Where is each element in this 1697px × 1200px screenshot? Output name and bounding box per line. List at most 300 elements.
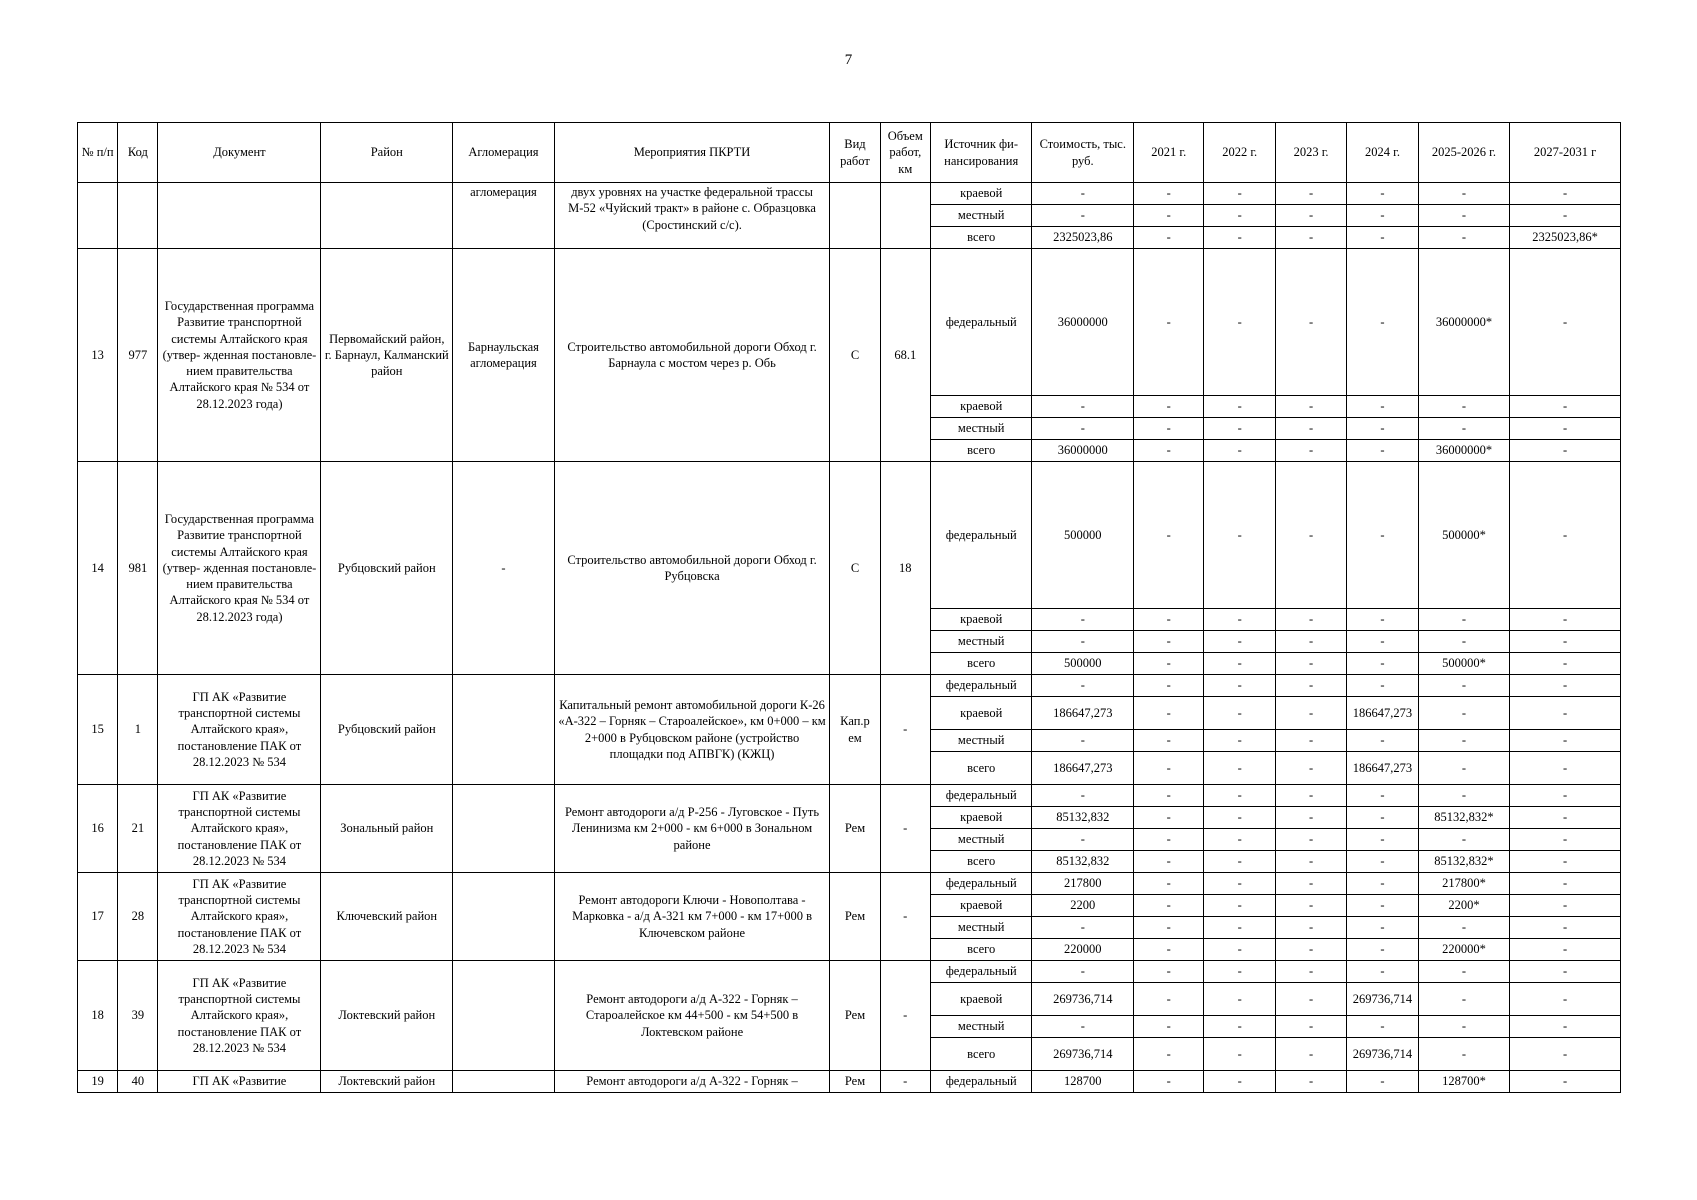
cell-code: 28 xyxy=(118,873,158,961)
cell-district: Рубцовский район xyxy=(321,675,453,785)
cell-document: Государственная программа Развитие транспортной системы Алтайского края (утвер- жденная постановле- нием правительства Алтайского края № 534 от 28.12.2023 года) xyxy=(158,462,321,675)
cell-2027: - xyxy=(1510,609,1621,631)
cell-2023: - xyxy=(1275,227,1346,249)
cell-2024: - xyxy=(1347,205,1418,227)
cell-cost: - xyxy=(1032,631,1134,653)
cell-2027: - xyxy=(1510,983,1621,1016)
cell-2023: - xyxy=(1275,873,1346,895)
cell-2021: - xyxy=(1134,462,1204,609)
cell-2021: - xyxy=(1134,785,1204,807)
cell-district xyxy=(321,183,453,249)
cell-source: краевой xyxy=(930,807,1032,829)
cell-2022: - xyxy=(1204,873,1275,895)
cell-2023: - xyxy=(1275,983,1346,1016)
col-header: 2021 г. xyxy=(1134,123,1204,183)
cell-2027: - xyxy=(1510,183,1621,205)
cell-2021: - xyxy=(1134,697,1204,730)
cell-2021: - xyxy=(1134,675,1204,697)
col-header: 2022 г. xyxy=(1204,123,1275,183)
col-header: 2024 г. xyxy=(1347,123,1418,183)
cell-source: всего xyxy=(930,440,1032,462)
cell-2027: - xyxy=(1510,785,1621,807)
cell-2022: - xyxy=(1204,653,1275,675)
cell-source: краевой xyxy=(930,895,1032,917)
cell-2021: - xyxy=(1134,1016,1204,1038)
cell-volume: 18 xyxy=(880,462,930,675)
table-row xyxy=(78,785,1621,807)
cell-2027: - xyxy=(1510,653,1621,675)
cell-work-type: Рем xyxy=(830,785,880,873)
cell-2025: - xyxy=(1418,1038,1510,1071)
cell-2022: - xyxy=(1204,675,1275,697)
cell-district: Рубцовский район xyxy=(321,462,453,675)
table-row xyxy=(78,462,1621,609)
col-header: 2025-2026 г. xyxy=(1418,123,1510,183)
col-header: 2023 г. xyxy=(1275,123,1346,183)
cell-source: местный xyxy=(930,631,1032,653)
cell-volume: - xyxy=(880,961,930,1071)
cell-2023: - xyxy=(1275,730,1346,752)
cell-2024: 269736,714 xyxy=(1347,1038,1418,1071)
cell-2022: - xyxy=(1204,440,1275,462)
cell-2027: - xyxy=(1510,939,1621,961)
cell-document: ГП АК «Развитие транспортной системы Алтайского края», постановление ПАК от 28.12.2023 № 534 xyxy=(158,675,321,785)
cell-2023: - xyxy=(1275,249,1346,396)
cell-work-type: Рем xyxy=(830,1071,880,1093)
cell-district: Локтевский район xyxy=(321,1071,453,1093)
cell-2025: - xyxy=(1418,631,1510,653)
cell-event: Строительство автомобильной дороги Обход г. Рубцовска xyxy=(554,462,830,675)
cell-cost: - xyxy=(1032,675,1134,697)
cell-document xyxy=(158,183,321,249)
cell-2022: - xyxy=(1204,983,1275,1016)
cell-2027: - xyxy=(1510,631,1621,653)
cell-source: всего xyxy=(930,939,1032,961)
cell-2023: - xyxy=(1275,183,1346,205)
cell-source: федеральный xyxy=(930,675,1032,697)
cell-num: 17 xyxy=(78,873,118,961)
cell-cost: 220000 xyxy=(1032,939,1134,961)
cell-2022: - xyxy=(1204,1038,1275,1071)
cell-2025: 128700* xyxy=(1418,1071,1510,1093)
table-row xyxy=(78,873,1621,895)
cell-event: Ремонт автодороги а/д А-322 - Горняк – xyxy=(554,1071,830,1093)
cell-2024: - xyxy=(1347,462,1418,609)
cell-2024: - xyxy=(1347,227,1418,249)
cell-2025: - xyxy=(1418,785,1510,807)
cell-source: краевой xyxy=(930,983,1032,1016)
cell-2027: - xyxy=(1510,205,1621,227)
cell-2025: - xyxy=(1418,697,1510,730)
cell-cost: 85132,832 xyxy=(1032,807,1134,829)
cell-2023: - xyxy=(1275,895,1346,917)
cell-code: 977 xyxy=(118,249,158,462)
cell-2021: - xyxy=(1134,983,1204,1016)
cell-num: 18 xyxy=(78,961,118,1071)
cell-volume xyxy=(880,183,930,249)
cell-2021: - xyxy=(1134,752,1204,785)
cell-2021: - xyxy=(1134,917,1204,939)
cell-2023: - xyxy=(1275,939,1346,961)
cell-2023: - xyxy=(1275,631,1346,653)
cell-num: 15 xyxy=(78,675,118,785)
cell-source: краевой xyxy=(930,396,1032,418)
cell-2022: - xyxy=(1204,631,1275,653)
cell-2027: - xyxy=(1510,418,1621,440)
cell-2021: - xyxy=(1134,631,1204,653)
cell-volume: - xyxy=(880,873,930,961)
cell-2023: - xyxy=(1275,653,1346,675)
cell-2027: - xyxy=(1510,917,1621,939)
col-header: Район xyxy=(321,123,453,183)
cell-2022: - xyxy=(1204,609,1275,631)
cell-2022: - xyxy=(1204,418,1275,440)
cell-agglomeration xyxy=(453,675,555,785)
col-header: Агломерация xyxy=(453,123,555,183)
cell-cost: 2325023,86 xyxy=(1032,227,1134,249)
cell-2024: - xyxy=(1347,873,1418,895)
cell-cost: - xyxy=(1032,1016,1134,1038)
cell-2025: - xyxy=(1418,1016,1510,1038)
cell-source: всего xyxy=(930,752,1032,785)
cell-cost: 186647,273 xyxy=(1032,752,1134,785)
cell-work-type: Рем xyxy=(830,873,880,961)
col-header: Стоимость, тыс. руб. xyxy=(1032,123,1134,183)
cell-2023: - xyxy=(1275,752,1346,785)
cell-2023: - xyxy=(1275,961,1346,983)
cell-cost: - xyxy=(1032,829,1134,851)
cell-2024: - xyxy=(1347,829,1418,851)
cell-2025: - xyxy=(1418,227,1510,249)
cell-2021: - xyxy=(1134,1071,1204,1093)
cell-volume: - xyxy=(880,785,930,873)
col-header: Код xyxy=(118,123,158,183)
cell-source: федеральный xyxy=(930,785,1032,807)
cell-2021: - xyxy=(1134,807,1204,829)
cell-2022: - xyxy=(1204,249,1275,396)
cell-2021: - xyxy=(1134,851,1204,873)
cell-2023: - xyxy=(1275,917,1346,939)
cell-2022: - xyxy=(1204,697,1275,730)
cell-2027: - xyxy=(1510,675,1621,697)
cell-2021: - xyxy=(1134,939,1204,961)
cell-2025: 2200* xyxy=(1418,895,1510,917)
cell-code: 981 xyxy=(118,462,158,675)
cell-agglomeration xyxy=(453,873,555,961)
cell-source: всего xyxy=(930,1038,1032,1071)
cell-document: ГП АК «Развитие транспортной системы Алтайского края», постановление ПАК от 28.12.2023 № 534 xyxy=(158,873,321,961)
cell-2025: 85132,832* xyxy=(1418,851,1510,873)
cell-2025: - xyxy=(1418,829,1510,851)
cell-event: Ремонт автодороги а/д Р-256 - Луговское - Путь Ленинизма км 2+000 - км 6+000 в Зональном районе xyxy=(554,785,830,873)
cell-event: Ремонт автодороги Ключи - Новополтава - Марковка - а/д А-321 км 7+000 - км 17+000 в Ключевском районе xyxy=(554,873,830,961)
cell-district: Первомайский район, г. Барнаул, Калманский район xyxy=(321,249,453,462)
cell-2024: - xyxy=(1347,730,1418,752)
cell-agglomeration xyxy=(453,961,555,1071)
table-row xyxy=(78,183,1621,205)
cell-cost: 269736,714 xyxy=(1032,983,1134,1016)
cell-cost: - xyxy=(1032,917,1134,939)
table-row xyxy=(78,1071,1621,1093)
col-header: Источник фи- нансирования xyxy=(930,123,1032,183)
cell-agglomeration: Барнаульская агломерация xyxy=(453,249,555,462)
cell-2022: - xyxy=(1204,396,1275,418)
cell-2027: - xyxy=(1510,249,1621,396)
cell-code: 1 xyxy=(118,675,158,785)
cell-2022: - xyxy=(1204,183,1275,205)
cell-cost: 128700 xyxy=(1032,1071,1134,1093)
cell-volume: - xyxy=(880,1071,930,1093)
cell-cost: - xyxy=(1032,785,1134,807)
cell-2025: - xyxy=(1418,205,1510,227)
cell-2021: - xyxy=(1134,183,1204,205)
cell-2024: - xyxy=(1347,609,1418,631)
cell-2022: - xyxy=(1204,205,1275,227)
cell-2022: - xyxy=(1204,1071,1275,1093)
cell-2025: - xyxy=(1418,183,1510,205)
cell-source: местный xyxy=(930,917,1032,939)
cell-2021: - xyxy=(1134,961,1204,983)
table-row xyxy=(78,961,1621,983)
cell-2027: 2325023,86* xyxy=(1510,227,1621,249)
cell-code: 40 xyxy=(118,1071,158,1093)
cell-2021: - xyxy=(1134,418,1204,440)
cell-2025: 85132,832* xyxy=(1418,807,1510,829)
cell-2022: - xyxy=(1204,227,1275,249)
cell-source: федеральный xyxy=(930,1071,1032,1093)
cell-num: 16 xyxy=(78,785,118,873)
table-row xyxy=(78,249,1621,396)
cell-2022: - xyxy=(1204,785,1275,807)
cell-2025: 36000000* xyxy=(1418,249,1510,396)
cell-event: Строительство автомобильной дороги Обход г. Барнаула с мостом через р. Обь xyxy=(554,249,830,462)
cell-2024: - xyxy=(1347,1071,1418,1093)
cell-2024: - xyxy=(1347,895,1418,917)
cell-source: местный xyxy=(930,205,1032,227)
cell-work-type: Кап.р ем xyxy=(830,675,880,785)
cell-2025: - xyxy=(1418,609,1510,631)
cell-2023: - xyxy=(1275,440,1346,462)
cell-2027: - xyxy=(1510,895,1621,917)
cell-2025: 36000000* xyxy=(1418,440,1510,462)
cell-source: краевой xyxy=(930,609,1032,631)
cell-2021: - xyxy=(1134,653,1204,675)
col-header: Мероприятия ПКРТИ xyxy=(554,123,830,183)
cell-work-type xyxy=(830,183,880,249)
col-header: № п/п xyxy=(78,123,118,183)
cell-2027: - xyxy=(1510,730,1621,752)
cell-2022: - xyxy=(1204,462,1275,609)
cell-2023: - xyxy=(1275,396,1346,418)
cell-cost: - xyxy=(1032,961,1134,983)
cell-document: ГП АК «Развитие транспортной системы Алтайского края», постановление ПАК от 28.12.2023 № 534 xyxy=(158,961,321,1071)
cell-cost: 36000000 xyxy=(1032,440,1134,462)
cell-work-type: Рем xyxy=(830,961,880,1071)
cell-2027: - xyxy=(1510,697,1621,730)
cell-2024: - xyxy=(1347,939,1418,961)
cell-cost: 186647,273 xyxy=(1032,697,1134,730)
cell-2023: - xyxy=(1275,697,1346,730)
cell-2025: - xyxy=(1418,675,1510,697)
cell-cost: 217800 xyxy=(1032,873,1134,895)
pkrti-table xyxy=(77,122,1621,1093)
cell-2027: - xyxy=(1510,752,1621,785)
cell-2025: - xyxy=(1418,396,1510,418)
cell-2021: - xyxy=(1134,440,1204,462)
cell-2024: - xyxy=(1347,631,1418,653)
cell-code: 39 xyxy=(118,961,158,1071)
cell-2021: - xyxy=(1134,227,1204,249)
cell-2024: - xyxy=(1347,249,1418,396)
cell-2027: - xyxy=(1510,873,1621,895)
cell-2022: - xyxy=(1204,961,1275,983)
col-header: 2027-2031 г xyxy=(1510,123,1621,183)
cell-num: 14 xyxy=(78,462,118,675)
cell-2025: - xyxy=(1418,917,1510,939)
cell-2024: - xyxy=(1347,785,1418,807)
cell-2023: - xyxy=(1275,462,1346,609)
cell-document: ГП АК «Развитие транспортной системы Алтайского края», постановление ПАК от 28.12.2023 № 534 xyxy=(158,785,321,873)
cell-cost: - xyxy=(1032,609,1134,631)
cell-2021: - xyxy=(1134,249,1204,396)
cell-source: всего xyxy=(930,227,1032,249)
cell-num xyxy=(78,183,118,249)
cell-cost: - xyxy=(1032,205,1134,227)
cell-2025: 500000* xyxy=(1418,462,1510,609)
cell-2022: - xyxy=(1204,1016,1275,1038)
cell-2023: - xyxy=(1275,1071,1346,1093)
cell-2027: - xyxy=(1510,961,1621,983)
cell-district: Локтевский район xyxy=(321,961,453,1071)
cell-source: всего xyxy=(930,851,1032,873)
cell-2024: - xyxy=(1347,183,1418,205)
cell-2025: - xyxy=(1418,961,1510,983)
cell-2021: - xyxy=(1134,730,1204,752)
cell-work-type: С xyxy=(830,462,880,675)
cell-district: Ключевский район xyxy=(321,873,453,961)
cell-2024: - xyxy=(1347,851,1418,873)
cell-code xyxy=(118,183,158,249)
cell-cost: 2200 xyxy=(1032,895,1134,917)
cell-2022: - xyxy=(1204,917,1275,939)
cell-2024: 269736,714 xyxy=(1347,983,1418,1016)
cell-2021: - xyxy=(1134,205,1204,227)
cell-document: ГП АК «Развитие xyxy=(158,1071,321,1093)
cell-2025: - xyxy=(1418,752,1510,785)
cell-source: федеральный xyxy=(930,249,1032,396)
cell-2023: - xyxy=(1275,609,1346,631)
cell-source: всего xyxy=(930,653,1032,675)
cell-2025: 500000* xyxy=(1418,653,1510,675)
cell-2023: - xyxy=(1275,1038,1346,1071)
cell-2024: 186647,273 xyxy=(1347,697,1418,730)
cell-document: Государственная программа Развитие транспортной системы Алтайского края (утвер- жденная постановле- нием правительства Алтайского края № 534 от 28.12.2023 года) xyxy=(158,249,321,462)
cell-2027: - xyxy=(1510,440,1621,462)
cell-2024: - xyxy=(1347,675,1418,697)
cell-num: 19 xyxy=(78,1071,118,1093)
cell-source: федеральный xyxy=(930,462,1032,609)
cell-source: местный xyxy=(930,829,1032,851)
cell-2024: - xyxy=(1347,396,1418,418)
cell-2024: - xyxy=(1347,418,1418,440)
cell-2027: - xyxy=(1510,851,1621,873)
cell-2024: 186647,273 xyxy=(1347,752,1418,785)
col-header: Объем работ, км xyxy=(880,123,930,183)
header-row xyxy=(78,123,1621,183)
cell-2023: - xyxy=(1275,807,1346,829)
cell-2021: - xyxy=(1134,873,1204,895)
cell-2024: - xyxy=(1347,917,1418,939)
cell-cost: 500000 xyxy=(1032,462,1134,609)
cell-cost: 85132,832 xyxy=(1032,851,1134,873)
cell-2023: - xyxy=(1275,851,1346,873)
cell-2025: - xyxy=(1418,418,1510,440)
cell-source: федеральный xyxy=(930,961,1032,983)
cell-code: 21 xyxy=(118,785,158,873)
cell-2022: - xyxy=(1204,829,1275,851)
cell-2022: - xyxy=(1204,752,1275,785)
cell-event: Ремонт автодороги а/д А-322 - Горняк – Староалейское км 44+500 - км 54+500 в Локтевском районе xyxy=(554,961,830,1071)
cell-2022: - xyxy=(1204,851,1275,873)
cell-2021: - xyxy=(1134,396,1204,418)
cell-cost: 36000000 xyxy=(1032,249,1134,396)
col-header: Документ xyxy=(158,123,321,183)
cell-2025: 220000* xyxy=(1418,939,1510,961)
cell-source: местный xyxy=(930,1016,1032,1038)
cell-agglomeration: агломерация xyxy=(453,183,555,249)
cell-2024: - xyxy=(1347,440,1418,462)
cell-district: Зональный район xyxy=(321,785,453,873)
cell-source: местный xyxy=(930,418,1032,440)
cell-2023: - xyxy=(1275,829,1346,851)
cell-cost: - xyxy=(1032,730,1134,752)
cell-2025: 217800* xyxy=(1418,873,1510,895)
cell-agglomeration xyxy=(453,785,555,873)
cell-2027: - xyxy=(1510,1038,1621,1071)
cell-source: федеральный xyxy=(930,873,1032,895)
cell-2027: - xyxy=(1510,462,1621,609)
cell-2023: - xyxy=(1275,418,1346,440)
cell-agglomeration xyxy=(453,1071,555,1093)
cell-2027: - xyxy=(1510,829,1621,851)
cell-source: местный xyxy=(930,730,1032,752)
cell-2021: - xyxy=(1134,1038,1204,1071)
cell-2025: - xyxy=(1418,730,1510,752)
cell-2021: - xyxy=(1134,829,1204,851)
cell-volume: 68.1 xyxy=(880,249,930,462)
table-row xyxy=(78,675,1621,697)
cell-2027: - xyxy=(1510,1016,1621,1038)
cell-2027: - xyxy=(1510,807,1621,829)
cell-cost: 500000 xyxy=(1032,653,1134,675)
cell-source: краевой xyxy=(930,697,1032,730)
cell-2027: - xyxy=(1510,396,1621,418)
cell-2021: - xyxy=(1134,895,1204,917)
cell-agglomeration: - xyxy=(453,462,555,675)
cell-2023: - xyxy=(1275,205,1346,227)
cell-2027: - xyxy=(1510,1071,1621,1093)
cell-2022: - xyxy=(1204,895,1275,917)
cell-2022: - xyxy=(1204,730,1275,752)
cell-event: двух уровнях на участке федеральной трассы М-52 «Чуйский тракт» в районе с. Образцовка (Сростинский с/с). xyxy=(554,183,830,249)
cell-2023: - xyxy=(1275,675,1346,697)
cell-cost: 269736,714 xyxy=(1032,1038,1134,1071)
cell-cost: - xyxy=(1032,418,1134,440)
cell-cost: - xyxy=(1032,183,1134,205)
cell-2024: - xyxy=(1347,961,1418,983)
cell-2021: - xyxy=(1134,609,1204,631)
page-number: 7 xyxy=(844,52,853,68)
